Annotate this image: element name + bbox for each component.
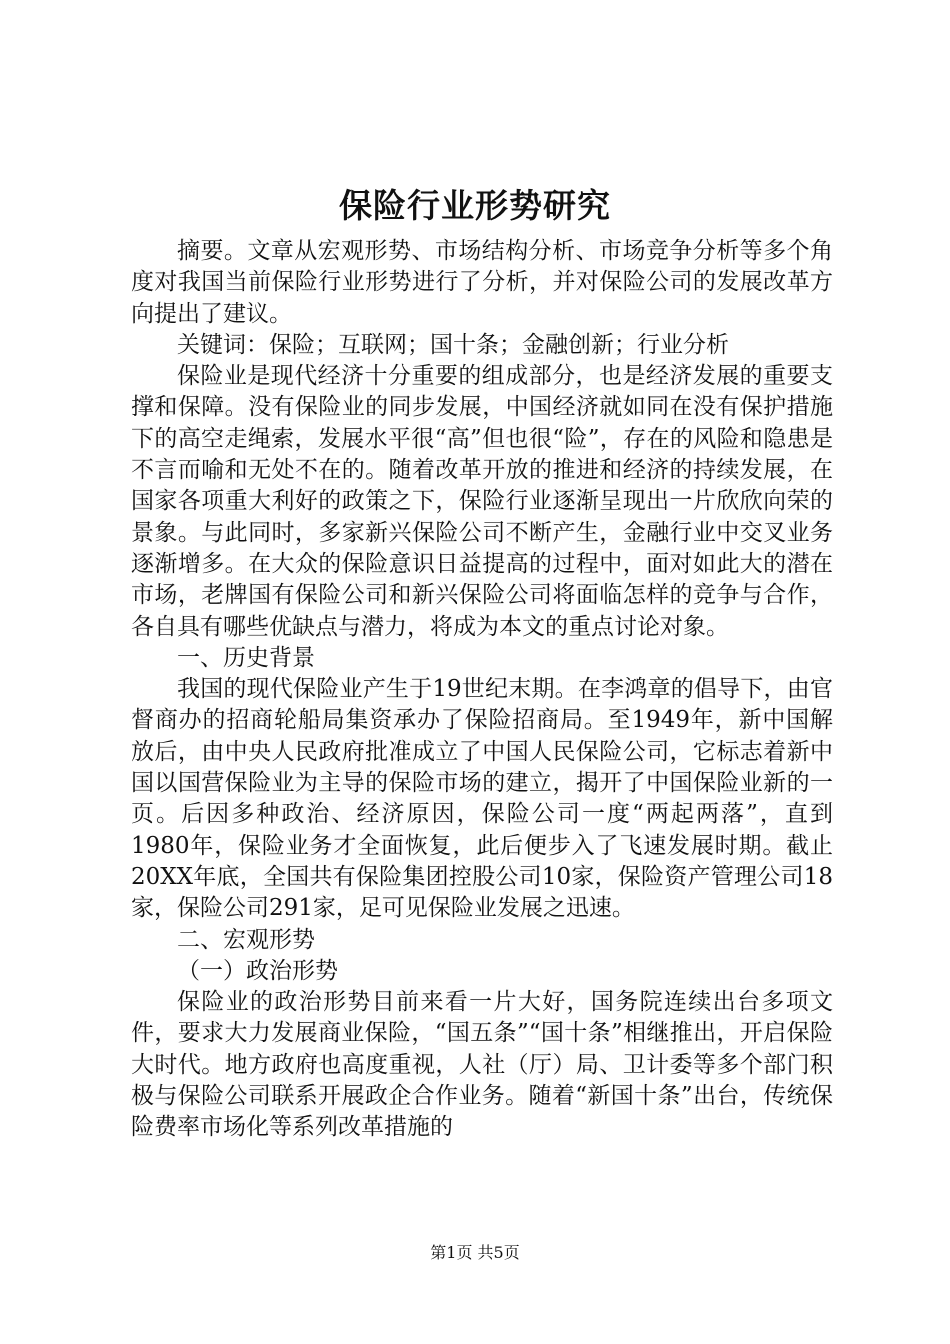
document-body	[131, 236, 833, 1144]
page-footer: 第1页 共5页	[430, 1243, 520, 1262]
subsection-heading-politics: （一）政治形势	[177, 957, 338, 984]
keywords-paragraph: 关键词：保险；互联网；国十条；金融创新；行业分析	[177, 331, 729, 358]
section-heading-history: 一、历史背景	[177, 644, 315, 671]
history-paragraph: 我国的现代保险业产生于19世纪末期。在李鸿章的倡导下，由官督商办的招商轮船局集资承办了保险招商局。至1949年，新中国解放后，由中央人民政府批准成立了中国人民保险公司，它标志着新中国以国营保险业为主导的保险市场的建立，揭开了中国保险业新的一页。后因多种政治、经济原因，保险公司一度“两起两落”，直到1980年，保险业务才全面恢复，此后便步入了飞速发展时期。截止20XX年底，全国共有保险集团控股公司10家，保险资产管理公司18家，保险公司291家，足可见保险业发展之迅速。	[131, 676, 833, 922]
abstract-paragraph: 摘要。文章从宏观形势、市场结构分析、市场竞争分析等多个角度对我国当前保险行业形势进行了分析，并对保险公司的发展改革方向提出了建议。	[131, 238, 833, 327]
intro-paragraph: 保险业是现代经济十分重要的组成部分，也是经济发展的重要支撑和保障。没有保险业的同步发展，中国经济就如同在没有保护措施下的高空走绳索，发展水平很“高”但也很“险”，存在的风险和隐患是不言而喻和无处不在的。随着改革开放的推进和经济的持续发展，在国家各项重大利好的政策之下，保险行业逐渐呈现出一片欣欣向荣的景象。与此同时，多家新兴保险公司不断产生，金融行业中交叉业务逐渐增多。在大众的保险意识日益提高的过程中，面对如此大的潜在市场，老牌国有保险公司和新兴保险公司将面临怎样的竞争与合作，各自具有哪些优缺点与潜力，将成为本文的重点讨论对象。	[131, 363, 833, 640]
politics-paragraph: 保险业的政治形势目前来看一片大好，国务院连续出台多项文件，要求大力发展商业保险，“国五条”“国十条”相继推出，开启保险大时代。地方政府也高度重视，人社（厅）局、卫计委等多个部门积极与保险公司联系开展政企合作业务。随着“新国十条”出台，传统保险费率市场化等系列改革措施的	[131, 989, 833, 1141]
document-title: 保险行业形势研究	[339, 186, 611, 225]
section-heading-macro: 二、宏观形势	[177, 926, 315, 953]
